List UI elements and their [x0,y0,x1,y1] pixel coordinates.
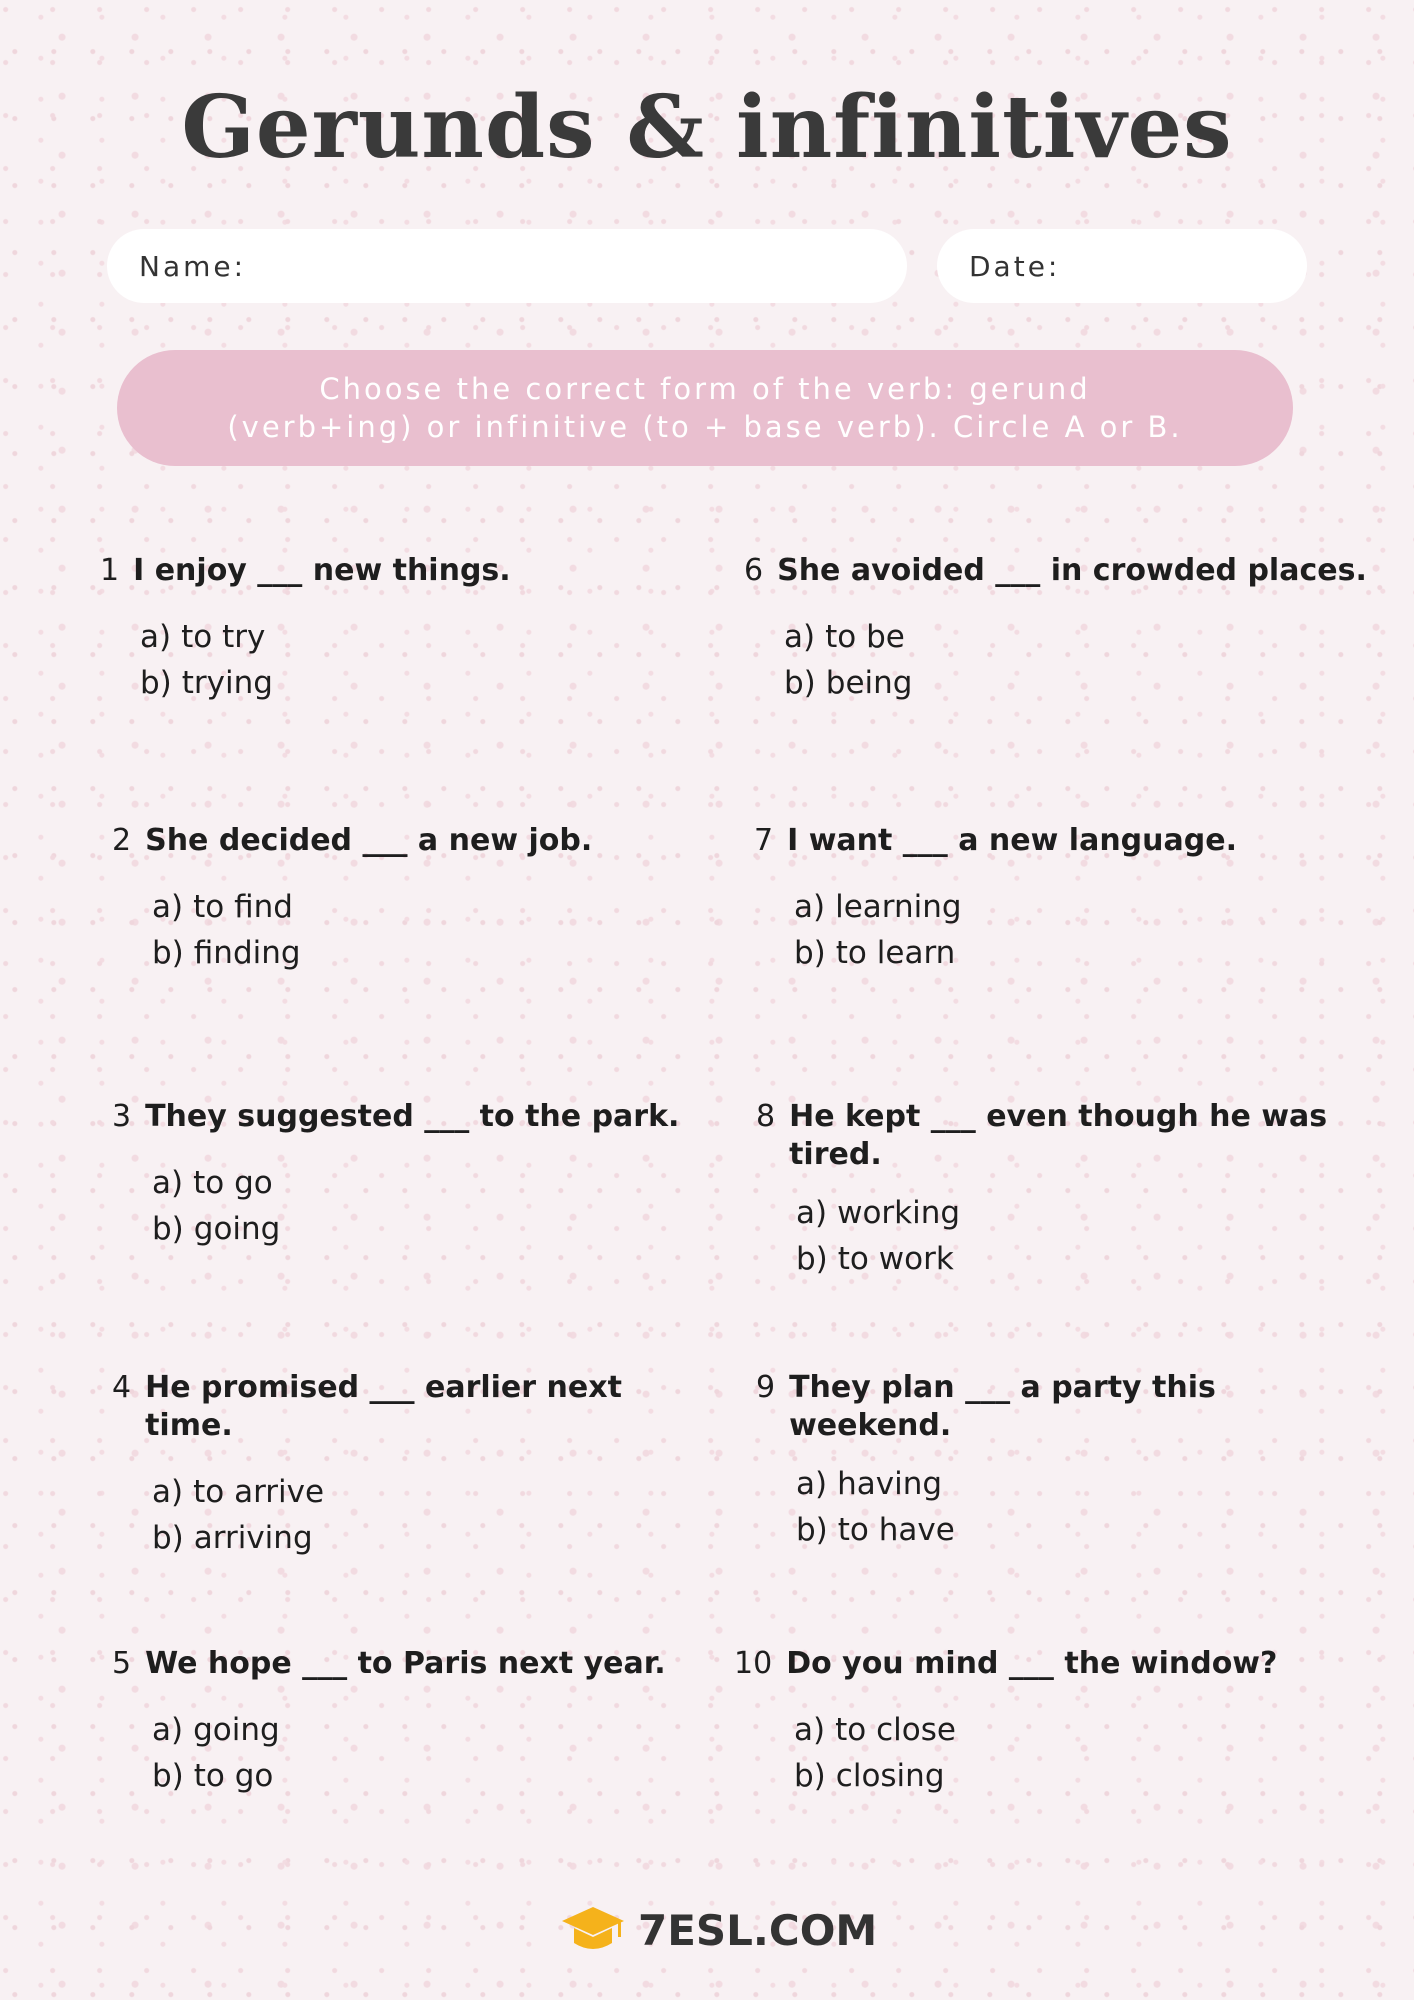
option-text: going [193,1211,281,1247]
option-letter: b) [152,1758,184,1794]
option-letter: b) [152,1520,184,1556]
question-3 [112,1098,712,1252]
instructions-banner [117,350,1293,466]
brand-logo [560,1900,877,1960]
option-b[interactable] [794,1753,1374,1799]
option-letter: a) [796,1466,828,1502]
question-text: I want ___ a new language. [787,823,1237,858]
option-a[interactable] [784,614,1384,660]
graduation-cap-icon [560,1903,626,1957]
worksheet-title: Gerunds & infinitives [181,77,1233,178]
option-letter: b) [140,665,172,701]
option-letter: a) [152,889,184,925]
option-letter: b) [152,1211,184,1247]
option-text: to go [193,1165,273,1201]
question-number: 7 [754,823,774,858]
option-text: to find [193,889,293,925]
option-letter: a) [784,619,816,655]
option-letter: a) [796,1195,828,1231]
option-b[interactable] [794,930,1354,976]
date-label: Date: [969,249,1061,283]
option-letter: b) [794,935,826,971]
question-6 [744,552,1384,706]
option-letter: b) [152,935,184,971]
option-a[interactable] [794,884,1354,930]
option-b[interactable] [140,660,700,706]
option-b[interactable] [796,1507,1276,1553]
question-text: She decided ___ a new job. [145,823,593,858]
option-letter: a) [152,1712,184,1748]
question-number: 3 [112,1099,132,1134]
question-number: 8 [756,1099,776,1134]
option-a[interactable] [152,1160,712,1206]
option-text: being [825,665,913,701]
option-text: arriving [193,1520,313,1556]
option-text: working [837,1195,961,1231]
option-text: to be [825,619,905,655]
question-number: 1 [100,553,120,588]
question-number: 6 [744,553,764,588]
question-8 [756,1098,1336,1282]
question-text: We hope ___ to Paris next year. [145,1646,666,1681]
question-7 [754,822,1354,976]
option-text: to work [837,1241,954,1277]
option-text: learning [835,889,962,925]
option-a[interactable] [796,1461,1276,1507]
option-letter: b) [794,1758,826,1794]
question-number: 9 [756,1370,776,1405]
option-a[interactable] [152,1707,712,1753]
option-b[interactable] [152,1515,712,1561]
option-text: to arrive [193,1474,325,1510]
option-b[interactable] [796,1236,1336,1282]
question-4 [112,1369,712,1561]
question-9 [756,1369,1276,1553]
option-b[interactable] [152,1206,712,1252]
option-letter: a) [140,619,172,655]
question-text: They plan ___ a party this weekend. [789,1370,1216,1443]
option-a[interactable] [140,614,700,660]
option-letter: b) [796,1512,828,1548]
option-letter: a) [794,1712,826,1748]
question-text: Do you mind ___ the window? [786,1646,1278,1681]
option-b[interactable] [152,930,712,976]
option-a[interactable] [152,884,712,930]
question-2 [112,822,712,976]
question-text: He kept ___ even though he was tired. [789,1099,1328,1172]
question-text: They suggested ___ to the park. [145,1099,680,1134]
option-letter: b) [784,665,816,701]
question-text: He promised ___ earlier next time. [145,1370,622,1443]
question-10 [734,1645,1374,1799]
question-number: 4 [112,1370,132,1405]
option-text: trying [181,665,273,701]
name-label: Name: [139,249,247,283]
option-text: having [837,1466,943,1502]
question-number: 10 [734,1646,773,1681]
question-1 [100,552,700,706]
question-text: She avoided ___ in crowded places. [777,553,1367,588]
option-text: to have [837,1512,955,1548]
option-a[interactable] [152,1469,712,1515]
option-text: to close [835,1712,956,1748]
option-text: closing [835,1758,945,1794]
option-text: to try [181,619,266,655]
option-b[interactable] [152,1753,712,1799]
option-a[interactable] [794,1707,1374,1753]
option-text: finding [193,935,301,971]
question-number: 5 [112,1646,132,1681]
option-letter: b) [796,1241,828,1277]
option-letter: a) [152,1474,184,1510]
option-text: to learn [835,935,956,971]
question-number: 2 [112,823,132,858]
question-5 [112,1645,712,1799]
question-text: I enjoy ___ new things. [133,553,511,588]
option-letter: a) [152,1165,184,1201]
option-letter: a) [794,889,826,925]
instructions-text: Choose the correct form of the verb: gerund (verb+ing) or infinitive (to + base verb). Circle A or B. [227,372,1183,444]
date-field[interactable] [937,229,1307,303]
option-a[interactable] [796,1190,1336,1236]
option-text: going [193,1712,280,1748]
name-field[interactable] [107,229,907,303]
logo-text: 7ESL.COM [638,1905,878,1955]
option-text: to go [193,1758,274,1794]
option-b[interactable] [784,660,1384,706]
